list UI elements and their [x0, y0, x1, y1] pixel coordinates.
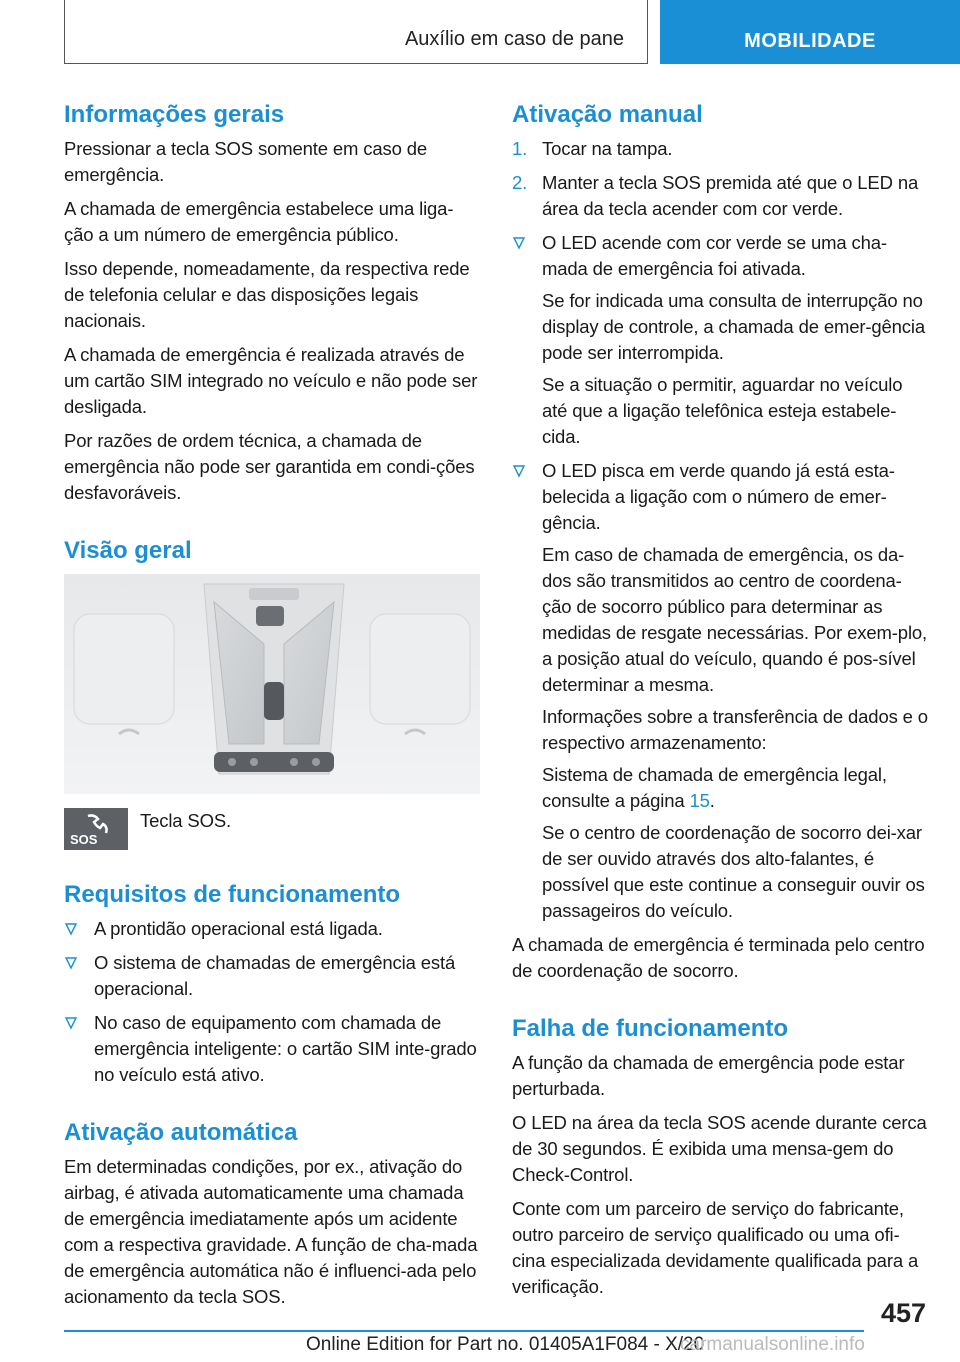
- footer-watermark: carmanualsonline.info: [680, 1334, 865, 1355]
- header-tab-mobilidade: MOBILIDADE: [660, 0, 960, 64]
- triangle-bullet-icon: [64, 956, 78, 970]
- sos-key-caption: Tecla SOS.: [140, 810, 232, 831]
- fail-paragraph: O LED na área da tecla SOS acende durante cerca de 30 segundos. É exibida uma mensa-gem do Check-Control.: [512, 1112, 927, 1185]
- heading-visao-geral: Visão geral: [64, 537, 192, 564]
- triangle-bullet-icon: [64, 1016, 78, 1030]
- sos-key-icon: [64, 808, 128, 850]
- heading-ativacao-automatica: Ativação automática: [64, 1119, 298, 1146]
- end-paragraph: A chamada de emergência é terminada pelo centro de coordenação de socorro.: [512, 934, 925, 981]
- fail-paragraph: Conte com um parceiro de serviço do fabricante, outro parceiro de serviço qualificado ou uma ofi-cina especializada devidamente qualificada para a verificação.: [512, 1198, 919, 1297]
- sos-key-icon-label: SOS: [70, 832, 98, 847]
- step-number: 2.: [512, 172, 528, 193]
- steps-list: [512, 136, 930, 222]
- step-item: 1. Tocar na tampa.: [512, 136, 930, 162]
- left-column: [64, 100, 482, 1318]
- page-number: 457: [880, 1298, 926, 1328]
- results-list: [512, 230, 930, 924]
- result-note: Informações sobre a transferência de dados e o respectivo armazenamento:: [542, 706, 928, 753]
- right-column: [512, 100, 930, 1308]
- result-note-with-link: Sistema de chamada de emergência legal, consulte a página 15.: [542, 764, 887, 811]
- auto-paragraph: Em determinadas condições, por ex., ativação do airbag, é ativada automaticamente uma chamada de emergência imediatamente após um acidente com a respectiva gravidade. A função de cha-mada de emergência automática não é influenci-ada pelo acionamento da tecla SOS.: [64, 1156, 478, 1307]
- list-item: O LED acende com cor verde se uma cha-mada de emergência foi ativada. Se for indicada uma consulta de interrupção no display de controle, a chamada de emer-gência pode ser interrompida. Se a situação o permitir, aguardar no veículo até que a ligação telefônica esteja estabele-cida.: [512, 230, 930, 450]
- info-paragraph: Por razões de ordem técnica, a chamada de emergência não pode ser garantida em condi-ções desfavoráveis.: [64, 430, 475, 503]
- list-item: O LED pisca em verde quando já está esta-belecida a ligação com o número de emer-gência. Em caso de chamada de emergência, os da-dos são transmitidos ao centro de coordena-ção de socorro público para determinar as medidas de resgate necessárias. Por exem-plo, a posição atual do veículo, quando é pos-sível determinar a mesma. Informações sobre a transferência de dados e o respectivo armazenamento: Sistema de chamada de emergência legal, consulte a página 15. Se o centro de coordenação de socorro dei-xar de ser ouvido através dos alto-falantes, é possível que este continue a conseguir ouvir os passageiros do veículo.: [512, 458, 930, 924]
- list-item: O sistema de chamadas de emergência está operacional.: [64, 950, 482, 1002]
- triangle-bullet-icon: [64, 922, 78, 936]
- step-item: 2. Manter a tecla SOS premida até que o LED na área da tecla acender com cor verde.: [512, 172, 919, 219]
- footer-divider: [64, 1330, 864, 1332]
- result-note: Se a situação o permitir, aguardar no veículo até que a ligação telefônica esteja estabele-cida.: [542, 374, 903, 447]
- info-paragraph: A chamada de emergência é realizada através de um cartão SIM integrado no veículo e não pode ser desligada.: [64, 344, 478, 417]
- page-reference-link[interactable]: 15: [689, 790, 710, 811]
- result-note: Se for indicada uma consulta de interrupção no display de controle, a chamada de emer-gência pode ser interrompida.: [542, 290, 926, 363]
- triangle-bullet-icon: [512, 236, 526, 250]
- info-paragraph: Isso depende, nomeadamente, da respectiva rede de telefonia celular e das disposições legais nacionais.: [64, 258, 470, 331]
- header-section-title: Auxílio em caso de pane: [404, 28, 624, 50]
- list-item: A prontidão operacional está ligada.: [64, 916, 482, 942]
- heading-falha: Falha de funcionamento: [512, 1015, 789, 1042]
- sos-key-legend: [64, 808, 482, 850]
- requirements-list: [64, 916, 482, 1088]
- step-number: 1.: [512, 138, 528, 159]
- result-note: Se o centro de coordenação de socorro dei-xar de ser ouvido através dos alto-falantes, é possível que este continue a conseguir ouvir os passageiros do veículo.: [542, 822, 925, 921]
- footer-edition: Online Edition for Part no. 01405A1F084 - X/20: [306, 1334, 705, 1355]
- info-paragraph: A chamada de emergência estabelece uma liga-ção a um número de emergência público.: [64, 198, 454, 245]
- result-note: Em caso de chamada de emergência, os da-dos são transmitidos ao centro de coordena-ção de socorro público para determinar as medidas de resgate necessárias. Por exem-plo, a posição atual do veículo, quando é pos-sível determinar a mesma.: [542, 544, 928, 695]
- list-item: No caso de equipamento com chamada de emergência inteligente: o cartão SIM inte-grado no veículo está ativo.: [64, 1010, 482, 1088]
- fail-paragraph: A função da chamada de emergência pode estar perturbada.: [512, 1052, 905, 1099]
- roof-console-photo: [64, 574, 480, 794]
- heading-informacoes-gerais: Informações gerais: [64, 101, 285, 128]
- heading-requisitos: Requisitos de funcionamento: [64, 881, 401, 908]
- heading-ativacao-manual: Ativação manual: [512, 101, 703, 128]
- triangle-bullet-icon: [512, 464, 526, 478]
- info-paragraph: Pressionar a tecla SOS somente em caso de emergência.: [64, 138, 428, 185]
